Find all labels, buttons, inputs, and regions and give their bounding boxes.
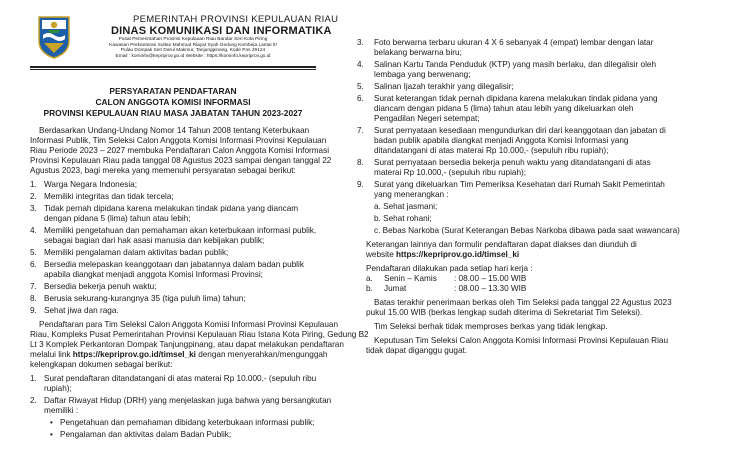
hours-intro: Pendaftaran dilakukan pada setiap hari kerja : [366,264,533,273]
registration-link[interactable]: https://kepriprov.go.id/timsel_ki [72,350,196,359]
province-emblem-logo [36,15,72,59]
intro-line: Agustus 2023, bagi mereka yang memenuhi persyaratan sebagai berikut: [30,166,296,175]
registration-line: kelengkapan dokumen sebagai berikut: [30,360,173,369]
info-line [366,250,519,260]
deadline-line: pukul 15.00 WIB (berkas lengkap sudah diterima di Sekretariat Tim Seleksi). [366,308,643,317]
document-item: Surat pernyataan bersedia bekerja penuh waktu yang ditandatangani di atas [374,158,651,167]
hours-key: a. [366,274,373,283]
letterhead-government-line: PEMERINTAH PROVINSI KEPULAUAN RIAU [133,14,339,25]
hours-key: b. [366,284,373,293]
list-item: Bersedia melepaskan keanggotaan dan jabatannya dalam badan publik [44,260,304,269]
list-item: Tidak pernah dipidana karena melakukan tindak pidana yang diancam [44,204,299,213]
list-number: 9. [357,180,364,189]
list-item: Memiliki pengetahuan dan pemahaman akan keterbukaan informasi publik, [44,226,317,235]
list-item-continued: sebagai bagian dari hak asasi manusia dan kebijakan publik; [44,236,265,245]
list-item: Berusia sekurang-kurangnya 35 (tiga puluh lima) tahun; [44,294,246,303]
closing-line: Keputusan Tim Seleksi Calon Anggota Komisi Informasi Provinsi Kepulauan Riau [374,336,668,345]
info-line: Keterangan lainnya dan formulir pendaftaran dapat diakses dan diunduh di [366,240,637,249]
health-item: b. Sehat rohani; [374,214,432,223]
registration-line [30,350,327,360]
info-text: website [366,250,397,259]
health-item: a. Sehat jasmani; [374,202,438,211]
document-item: Surat pendaftaran ditandatangani di atas materai Rp 10.000,- (sepuluh ribu [44,374,317,383]
list-item: Memiliki pengalaman dalam aktivitas badan publik; [44,248,229,257]
document-subtitle-period: PROVINSI KEPULAUAN RIAU MASA JABATAN TAHUN 2023-2027 [43,108,303,118]
document-item: Foto berwarna terbaru ukuran 4 X 6 sebanyak 4 (empat) lembar dengan latar [374,38,654,47]
list-number: 8. [30,294,37,303]
list-item-continued: apabila diangkat menjadi anggota Komisi Informasi Provinsi; [44,270,263,279]
hours-time: : 08.00 – 13.30 WIB [454,284,527,293]
letterhead-divider [30,66,316,68]
list-number: 6. [30,260,37,269]
letterhead-contact-line: Email : kominfo@kepriprov.go.id Website : https://kominfo.kepriprov.go.id [115,53,271,59]
bullet-icon: • [50,430,53,439]
intro-line: Berdasarkan Undang-Undang Nomor 14 Tahun 2008 tentang Keterbukaan [39,126,310,135]
list-number: 1. [30,180,37,189]
list-number: 3. [30,204,37,213]
document-item: Daftar Riwayat Hidup (DRH) yang menjelaskan juga bahwa yang bersangkutan [44,396,332,405]
drh-bullet-item: Pengetahuan dan pemahaman dibidang keterbukaan informasi publik; [60,418,315,427]
document-item-continued: yang menerangkan : [374,190,449,199]
document-item-continued: rupiah); [44,384,72,393]
list-item: Memiliki integritas dan tidak tercela; [44,192,174,201]
letterhead-address-line: Kawasan Perkantoran Sultan Mahmud Riayat Syah Gedung Kembeja Lantai III [109,42,277,48]
list-number: 4. [357,60,364,69]
list-number: 3. [357,38,364,47]
document-item: Salinan Ijazah terakhir yang dilegalisir; [374,82,514,91]
list-number: 2. [30,192,37,201]
registration-text: dengan menyerahkan/mengunggah [195,350,328,359]
list-item: Sehat jiwa dan raga. [44,306,119,315]
document-item-continued: ditandatangani di atas materai Rp 10.000,- (sepuluh ribu rupiah); [374,146,609,155]
note-text: Tim Seleksi berhak tidak memproses berkas yang tidak lengkap. [374,322,608,331]
registration-line: Lt 3 Komplek Perkantoran Dompak Tanjungpinang, atau dapat melakukan pendaftaran [30,340,344,349]
list-number: 2. [30,396,37,405]
document-item: Surat keterangan tidak pernah dipidana karena melakukan tindak pidana yang [374,94,658,103]
hours-day: Senin – Kamis [384,274,437,283]
letterhead-divider-thin [30,69,316,70]
list-number: 9. [30,306,37,315]
list-item-continued: dengan pidana 5 (lima) tahun atau lebih; [44,214,191,223]
hours-day: Jumat [384,284,407,293]
intro-line: Riau Periode 2023 – 2027 membuka Pendaftaran Calon Anggota Komisi Informasi [30,146,330,155]
list-number: 7. [30,282,37,291]
document-item-continued: Pengadilan Negeri setempat; [374,114,480,123]
closing-line: tidak dapat diganggu gugat. [366,346,468,355]
registration-line: Riau, Kompleks Pusat Pemerintahan Provinsi Kepulauan Riau Istana Kota Piring, Gedung B2 [30,330,369,339]
document-item-continued: materai Rp 10.000,- (sepuluh ribu rupiah); [374,168,527,177]
health-item: c. Bebas Narkoba (Surat Keterangan Bebas Narkoba dibawa pada saat wawancara) [374,226,680,235]
drh-bullet-item: Pengalaman dan aktivitas dalam Badan Publik; [60,430,232,439]
document-item: Surat pernyataan kesediaan mengundurkan diri dari keanggotaan dan jabatan di [374,126,666,135]
list-item: Warga Negara Indonesia; [44,180,137,189]
document-item-continued: lembaga yang berwenang; [374,70,471,79]
registration-text: melalui link [30,350,73,359]
list-item: Bersedia bekerja penuh waktu; [44,282,157,291]
document-item: Surat yang dikeluarkan Tim Pemeriksa Kesehatan dari Rumah Sakit Pemerintah [374,180,665,189]
document-subtitle: CALON ANGGOTA KOMISI INFORMASI [95,97,251,107]
list-number: 4. [30,226,37,235]
document-title: PERSYARATAN PENDAFTARAN [109,86,237,96]
letterhead-address [85,37,301,59]
registration-line: Pendaftaran para Tim Seleksi Calon Anggota Komisi Informasi Provinsi Kepulauan [39,320,339,329]
website-link[interactable]: https://kepriprov.go.id/timsel_ki [396,250,520,259]
letterhead-address-line: Pusat Pemerintahan Provinsi Kepulauan Riau Bandar Seri Kota Piring [118,37,268,42]
letterhead-agency-name: DINAS KOMUNIKASI DAN INFORMATIKA [111,25,332,37]
document-item-continued: belakang berwarna biru; [374,48,462,57]
document-item-continued: memiliki : [44,406,79,415]
bullet-icon: • [50,418,53,427]
document-item-continued: badan publik apabila diangkat menjadi Anggota Komisi Informasi yang [374,136,629,145]
list-number: 5. [357,82,364,91]
document-item: Salinan Kartu Tanda Penduduk (KTP) yang masih berlaku, dan dilegalisir oleh [374,60,657,69]
hours-time: : 08.00 – 15.00 WIB [454,274,527,283]
list-number: 5. [30,248,37,257]
list-number: 6. [357,94,364,103]
letterhead-address-line: Pulau Dompak Seri Darul Makmur, Tanjungpinang, Kode Pos 29124 [120,48,266,54]
list-number: 1. [30,374,37,383]
intro-line: Informasi Publik, Tim Seleksi Calon Anggota Komisi Informasi Provinsi Kepulauan [30,136,327,145]
list-number: 7. [357,126,364,135]
deadline-line: Batas terakhir penerimaan berkas oleh Tim Seleksi pada tanggal 22 Agustus 2023 [374,298,672,307]
list-number: 8. [357,158,364,167]
document-item-continued: diancam dengan pidana 5 (lima) tahun atau lebih yang dikeluarkan oleh [374,104,634,113]
intro-line: Provinsi Kepulauan Riau pada tanggal 08 Agustus 2023 sampai dengan tanggal 22 [30,156,332,165]
